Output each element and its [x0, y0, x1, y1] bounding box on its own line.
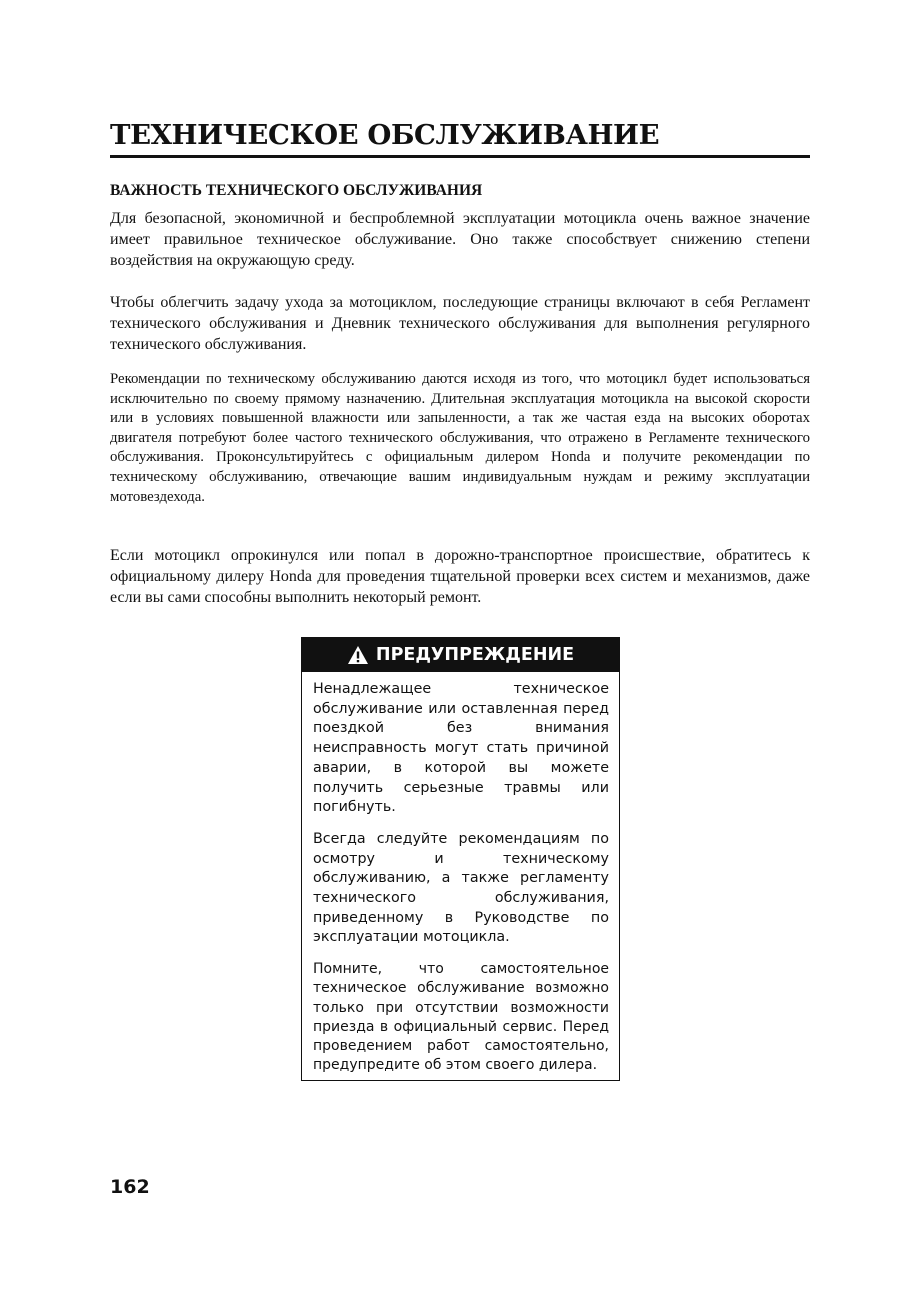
warning-title: ПРЕДУПРЕЖДЕНИЕ — [375, 645, 575, 665]
warning-paragraph: Помните, что самостоятельное техническое обслуживание возможно только при отсутствии возможности приезда в официальный сервис. Перед проведением работ самостоятельно, предупредите об этом своего дилера. — [313, 961, 609, 1074]
warning-paragraph: Всегда следуйте рекомендациям по осмотру и техническому обслуживанию, а также регламенту технического обслуживания, приведенному в Руководстве по эксплуатации мотоцикла. — [313, 830, 609, 946]
warning-box — [301, 637, 620, 1081]
page-title: ТЕХНИЧЕСКОЕ ОБСЛУЖИВАНИЕ — [110, 119, 660, 151]
warning-header — [302, 638, 619, 672]
warning-paragraph: Ненадлежащее техническое обслуживание или оставленная перед поездкой без внимания неисправность могут стать причиной аварии, в которой вы можете получить серьезные травмы или погибнуть. — [313, 681, 609, 816]
warning-triangle-icon — [347, 645, 369, 665]
page-number: 162 — [110, 1176, 150, 1198]
warning-body — [302, 680, 619, 1075]
paragraph-schedule: Чтобы облегчить задачу ухода за мотоциклом, последующие страницы включают в себя Регламент технического обслуживания и Дневник технического обслуживания для выполнения регулярного технического обслуживания. — [110, 294, 810, 353]
paragraph-importance: Для безопасной, экономичной и беспроблемной эксплуатации мотоцикла очень важное значение имеет правильное техническое обслуживание. Оно также способствует снижению степени воздействия на окружающую среду. — [110, 210, 810, 269]
title-divider — [110, 155, 810, 158]
paragraph-recommendations: Рекомендации по техническому обслуживанию даются исходя из того, что мотоцикл будет использоваться исключительно по своему прямому назначению. Длительная эксплуатация мотоцикла на высокой скорости или в условиях повышенной влажности или запыленности, а так же частая езда на высоких оборотах двигателя потребуют более частого технического обслуживания, что отражено в Регламенте технического обслуживания. Проконсультируйтесь с официальным дилером Honda и получите рекомендации по техническому обслуживанию, отвечающие вашим индивидуальным нуждам и режиму эксплуатации мотовездехода. — [110, 371, 810, 505]
section-heading: ВАЖНОСТЬ ТЕХНИЧЕСКОГО ОБСЛУЖИВАНИЯ — [110, 182, 483, 199]
paragraph-accident: Если мотоцикл опрокинулся или попал в дорожно-транспортное происшествие, обратитесь к официальному дилеру Honda для проведения тщательной проверки всех систем и механизмов, даже если вы сами способны выполнить некоторый ремонт. — [110, 547, 810, 606]
